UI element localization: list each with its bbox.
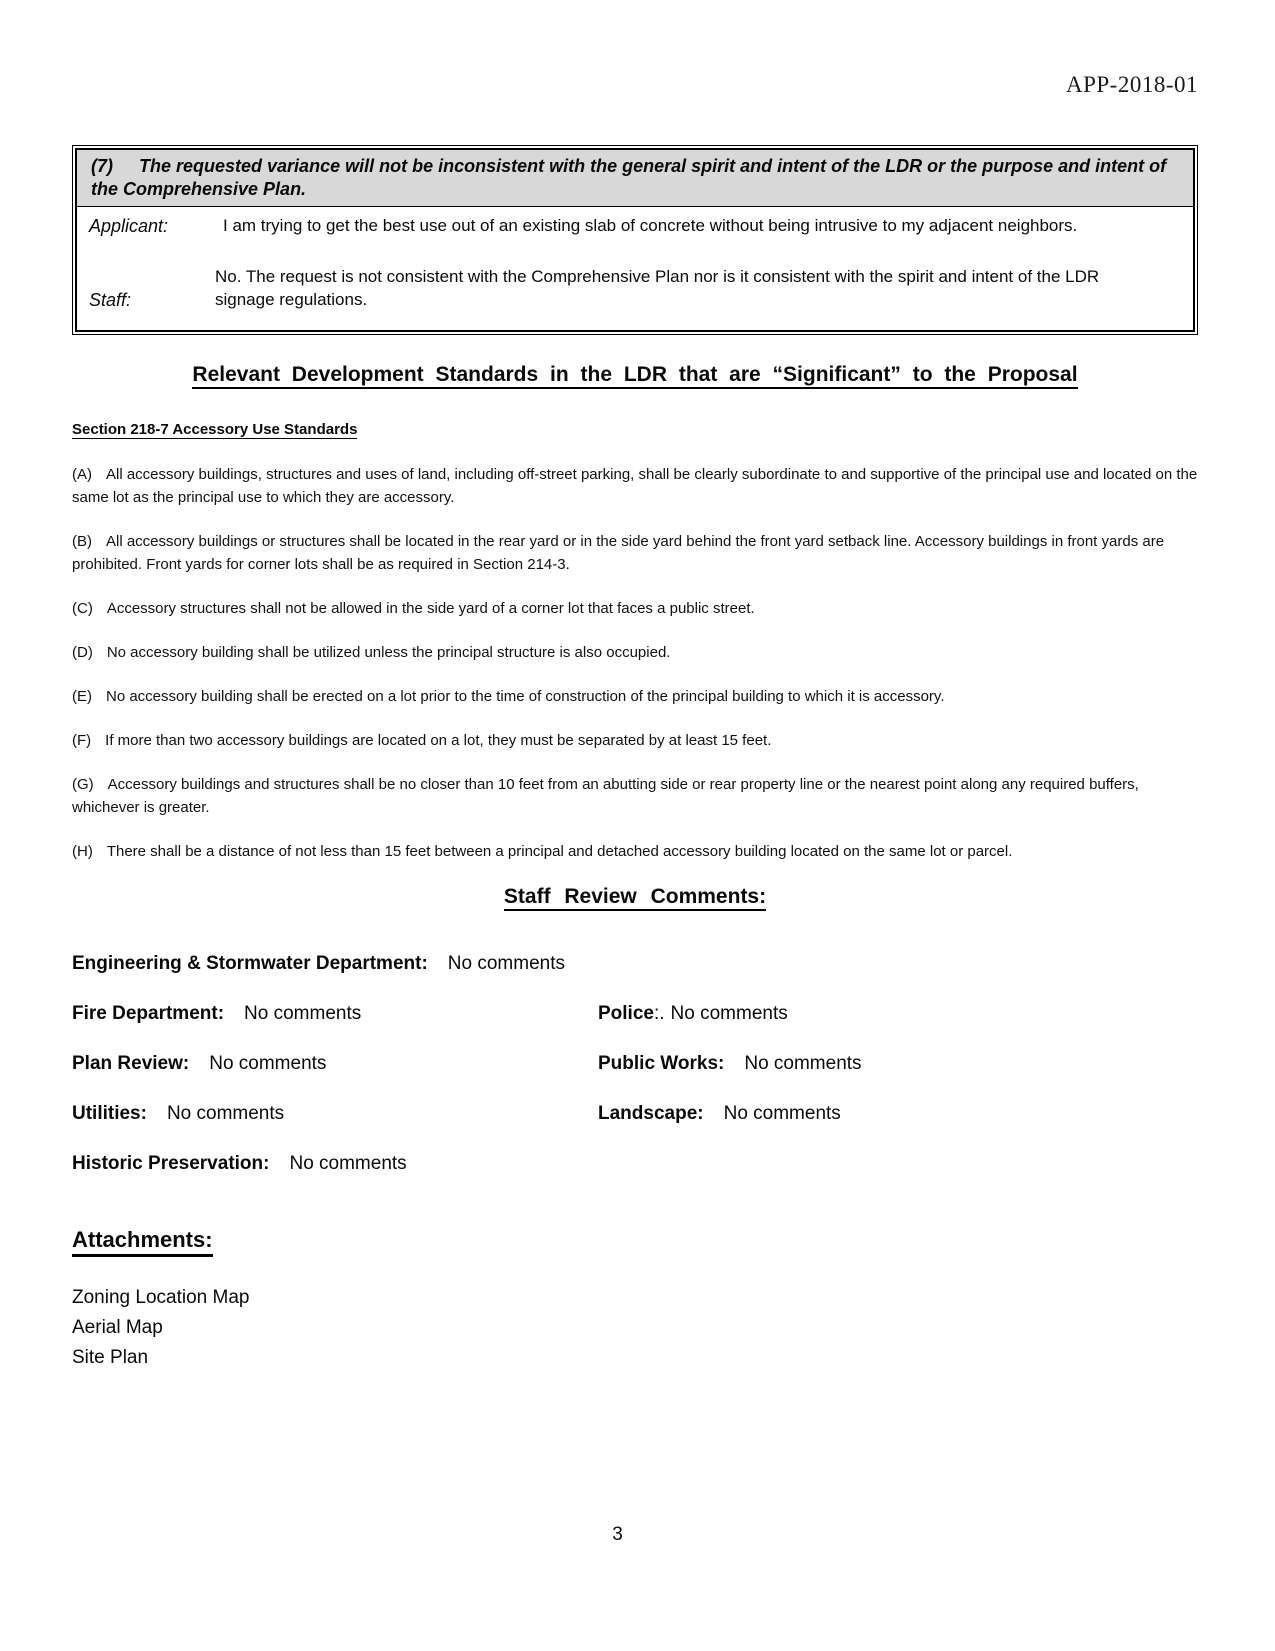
- attachment-item-zoning-map: Zoning Location Map: [72, 1287, 250, 1309]
- standards-section-title: Relevant Development Standards in the LDR that are “Significant” to the Proposal: [72, 363, 1198, 387]
- standard-item-h: [72, 840, 1198, 863]
- review-label: Landscape:: [598, 1103, 704, 1125]
- standard-item-a: [72, 463, 1198, 509]
- standard-item-d: [72, 641, 1198, 664]
- variance-question-header: [77, 150, 1193, 207]
- standards-list: [72, 463, 1198, 863]
- standard-item-label: (G): [72, 776, 94, 794]
- review-suffix: :.: [653, 1003, 665, 1025]
- staff-response-row: [77, 266, 1193, 312]
- standard-item-f: [72, 729, 1198, 752]
- review-label: Police: [598, 1003, 654, 1025]
- review-value: No comments: [744, 1053, 862, 1075]
- review-cell-police: [598, 1003, 1198, 1025]
- review-value: No comments: [209, 1053, 327, 1075]
- review-row-plan-publicworks: [72, 1053, 1198, 1075]
- applicant-response-row: [77, 215, 1193, 238]
- variance-question-text: The requested variance will not be inconsistent with the general spirit and intent of the LDR or the purpose and intent of the Comprehensive Plan.: [91, 156, 1167, 199]
- section-218-7-heading: Section 218-7 Accessory Use Standards: [72, 421, 358, 439]
- page-number: 3: [612, 1524, 623, 1545]
- attachments-list: [72, 1283, 1198, 1373]
- review-value: No comments: [166, 1103, 285, 1125]
- variance-criterion-table: [72, 145, 1198, 335]
- review-value: No comments: [289, 1153, 407, 1175]
- review-cell-public-works: [598, 1053, 1198, 1075]
- standard-item-text: There shall be a distance of not less than 15 feet between a principal and detached accessory building located on the same lot or parcel.: [106, 843, 1013, 861]
- applicant-response-label: Applicant:: [89, 216, 169, 236]
- review-label: Fire Department:: [72, 1003, 225, 1025]
- review-label: Engineering & Stormwater Department:: [72, 953, 428, 975]
- standard-item-text: If more than two accessory buildings are located on a lot, they must be separated by at least 15 feet.: [105, 732, 772, 750]
- standard-item-label: (H): [72, 843, 93, 861]
- standard-item-label: (F): [72, 732, 92, 750]
- standard-item-label: (D): [72, 644, 93, 662]
- review-value: No comments: [670, 1003, 788, 1025]
- review-value: No comments: [244, 1003, 362, 1025]
- review-label: Plan Review:: [72, 1053, 190, 1075]
- staff-review-title: Staff Review Comments:: [72, 885, 1198, 909]
- review-value: No comments: [723, 1103, 841, 1125]
- standard-item-label: (C): [72, 600, 93, 618]
- standard-item-c: [72, 597, 1198, 620]
- standard-item-text: Accessory structures shall not be allowed in the side yard of a corner lot that faces a public street.: [106, 600, 755, 618]
- review-value: No comments: [447, 953, 565, 975]
- variance-question-number: (7): [91, 156, 113, 176]
- staff-response-label: Staff:: [89, 289, 132, 310]
- applicant-response-text: I am trying to get the best use out of an existing slab of concrete without being intrusive to my adjacent neighbors.: [223, 216, 1078, 236]
- review-cell-landscape: [598, 1103, 1198, 1125]
- review-row-engineering: [72, 953, 1198, 975]
- standard-item-label: (A): [72, 466, 92, 484]
- variance-responses: [77, 207, 1193, 330]
- standard-item-g: [72, 773, 1198, 819]
- attachment-item-aerial-map: Aerial Map: [72, 1317, 163, 1339]
- review-cell-plan-review: [72, 1053, 598, 1075]
- review-label: Historic Preservation:: [72, 1153, 270, 1175]
- standard-item-text: Accessory buildings and structures shall be no closer than 10 feet from an abutting side or rear property line or the nearest point along any required buffers, whichever is greater.: [72, 776, 1139, 817]
- variance-criterion-table-inner: [75, 148, 1195, 332]
- document-reference: APP-2018-01: [1065, 72, 1198, 97]
- review-row-historic: [72, 1153, 1198, 1175]
- standard-item-text: All accessory buildings or structures shall be located in the rear yard or in the side yard behind the front yard setback line. Accessory buildings in front yards are prohibited. Front yards for corner lots shall be as required in Section 214-3.: [72, 533, 1165, 574]
- attachment-item-site-plan: Site Plan: [72, 1347, 149, 1369]
- standard-item-b: [72, 530, 1198, 576]
- review-label: Utilities:: [72, 1103, 147, 1125]
- standard-item-label: (E): [72, 688, 92, 706]
- standard-item-label: (B): [72, 533, 92, 551]
- review-cell-utilities: [72, 1103, 598, 1125]
- standard-item-text: No accessory building shall be utilized unless the principal structure is also occupied.: [106, 644, 671, 662]
- review-row-utilities-landscape: [72, 1103, 1198, 1125]
- standard-item-text: No accessory building shall be erected on a lot prior to the time of construction of the principal building to which it is accessory.: [106, 688, 945, 706]
- attachments-title: Attachments:: [72, 1227, 1198, 1253]
- standard-item-e: [72, 685, 1198, 708]
- staff-review-comments: [72, 953, 1198, 1175]
- review-row-fire-police: [72, 1003, 1198, 1025]
- review-cell-fire: [72, 1003, 598, 1025]
- staff-response-text: No. The request is not consistent with the Comprehensive Plan nor is it consistent with the spirit and intent of the LDR signage regulations.: [215, 267, 1100, 310]
- review-label: Public Works:: [598, 1053, 725, 1075]
- standard-item-text: All accessory buildings, structures and uses of land, including off-street parking, shall be clearly subordinate to and supportive of the principal use and located on the same lot as the principal use to which they are accessory.: [72, 466, 1198, 507]
